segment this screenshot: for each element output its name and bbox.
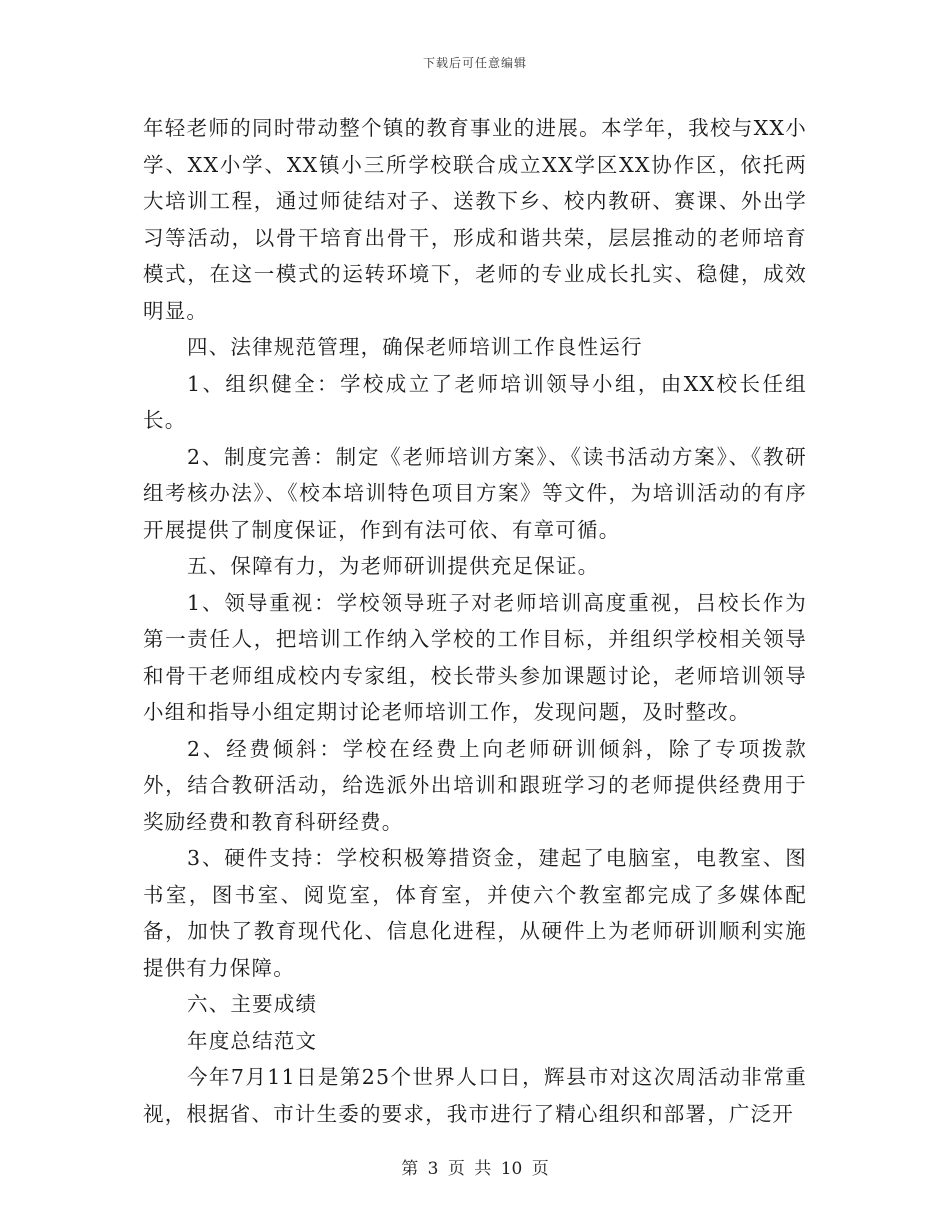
document-body <box>143 110 807 1132</box>
paragraph: 今年7月11日是第25个世界人口日，辉县市对这次周活动非常重视，根据省、市计生委的要求，我市进行了精心组织和部署，广泛开 <box>143 1065 807 1126</box>
page-header: 下载后可任意编辑 <box>422 56 527 70</box>
section-heading-6: 六、主要成绩 <box>187 992 318 1016</box>
paragraph: 2、制度完善：制定《老师培训方案》、《读书活动方案》、《教研组考核办法》、《校本培训特色项目方案》等文件，为培训活动的有序开展提供了制度保证，作到有法可依、有章可循。 <box>143 444 807 542</box>
paragraph: 1、组织健全：学校成立了老师培训领导小组，由XX校长任组长。 <box>143 371 807 432</box>
page-number-footer: 第 3 页 共 10 页 <box>401 1159 549 1179</box>
section-heading-4: 四、法律规范管理，确保老师培训工作良性运行 <box>187 335 643 359</box>
section-heading-5: 五、保障有力，为老师研训提供充足保证。 <box>187 554 600 578</box>
document-subtitle: 年度总结范文 <box>187 1028 318 1053</box>
paragraph: 年轻老师的同时带动整个镇的教育事业的进展。本学年，我校与XX小学、XX小学、XX镇小三所学校联合成立XX学区XX协作区，依托两大培训工程，通过师徒结对子、送教下乡、校内教研、赛课、外出学习等活动，以骨干培育出骨干，形成和谐共荣，层层推动的老师培育模式，在这一模式的运转环境下，老师的专业成长扎实、稳健，成效明显。 <box>143 116 807 323</box>
paragraph: 3、硬件支持：学校积极筹措资金，建起了电脑室，电教室、图书室，图书室、阅览室，体育室，并使六个教室都完成了多媒体配备，加快了教育现代化、信息化进程，从硬件上为老师研训顺利实施提供有力保障。 <box>143 846 807 980</box>
paragraph: 1、领导重视：学校领导班子对老师培训高度重视，吕校长作为第一责任人，把培训工作纳入学校的工作目标，并组织学校相关领导和骨干老师组成校内专家组，校长带头参加课题讨论，老师培训领导小组和指导小组定期讨论老师培训工作，发现问题，及时整改。 <box>143 590 807 724</box>
paragraph: 2、经费倾斜：学校在经费上向老师研训倾斜，除了专项拨款外，结合教研活动，给选派外出培训和跟班学习的老师提供经费用于奖励经费和教育科研经费。 <box>143 736 807 834</box>
